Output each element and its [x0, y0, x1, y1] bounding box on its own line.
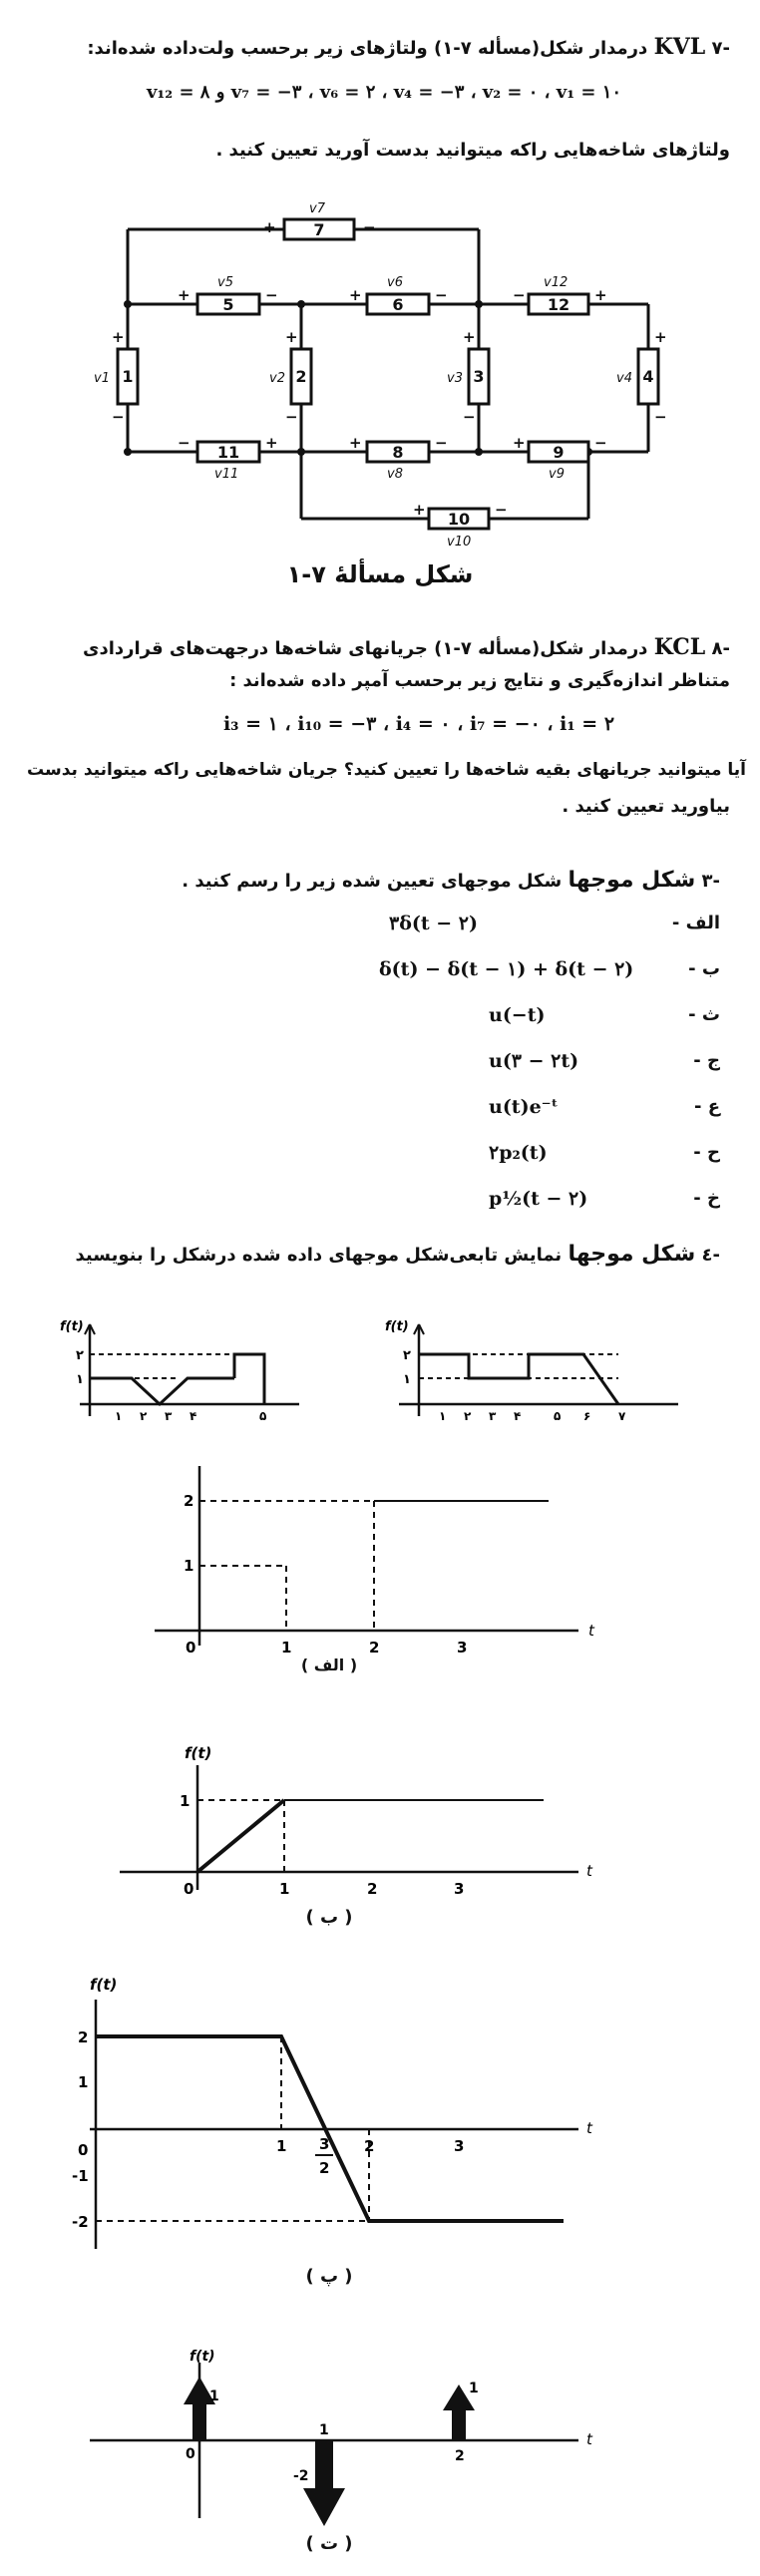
x-tick: ۵: [259, 1409, 267, 1423]
impulse-label: 1: [209, 2389, 219, 2404]
element-3: 3: [473, 367, 485, 386]
item-expression: δ(t) − δ(t − ۱) + δ(t − ۲): [379, 958, 634, 980]
x-tick: ۶: [583, 1409, 591, 1423]
x-tick: 2: [369, 1639, 380, 1656]
problem3-number: -۳: [701, 871, 720, 892]
x-tick: 0: [184, 1880, 194, 1898]
item-expression: u(t)e⁻ᵗ: [489, 1096, 559, 1118]
t-label: t: [586, 1862, 592, 1880]
minus-sign: −: [178, 434, 190, 452]
minus-sign: −: [495, 501, 508, 519]
label-v6: v6: [387, 275, 403, 290]
label-v9: v9: [549, 467, 565, 482]
problem7-text-line1: درمدار شکل(مسأله ۷-۱) ولتاژهای زیر برحسب ولت‌داده شده‌اند:: [87, 38, 648, 59]
problem4-number: -٤: [701, 1245, 720, 1266]
minus-sign: −: [435, 286, 448, 304]
problem7-text-line2: ولتاژهای شاخه‌هایی راکه میتوانید بدست آورید تعیین کنید .: [215, 140, 730, 161]
element-1: 1: [122, 367, 134, 386]
problem8-text-line4: بیاورید تعیین کنید .: [562, 796, 730, 817]
x-tick: 3: [454, 1880, 465, 1898]
label-v7: v7: [309, 201, 325, 216]
caption-b: ( ب ): [305, 1907, 353, 1928]
element-4: 4: [642, 367, 654, 386]
plus-sign: +: [463, 328, 476, 346]
y-tick: 1: [184, 1557, 194, 1575]
problem7-title: KVL: [653, 34, 706, 60]
item-expression: ۲p₂(t): [489, 1142, 548, 1164]
small-ft-label: f(t): [60, 1319, 84, 1334]
y-tick: -2: [72, 2213, 89, 2231]
plus-sign: +: [654, 328, 667, 346]
graph-b: [80, 1740, 618, 1910]
plus-sign: +: [263, 218, 276, 236]
item-label: ج -: [693, 1050, 720, 1071]
y-tick: 2: [78, 2028, 89, 2046]
element-9: 9: [553, 443, 565, 462]
problem4-text: نمایش تابعی‌شکل موجهای داده شده درشکل را بنویسید: [75, 1245, 563, 1266]
item-row: [0, 913, 760, 952]
label-v8: v8: [387, 467, 403, 482]
item-row: [0, 1004, 760, 1044]
minus-sign: −: [654, 408, 667, 426]
element-10: 10: [447, 510, 471, 529]
x-tick: 1: [276, 2137, 287, 2155]
t-label: t: [588, 1622, 594, 1640]
item-expression: ۳δ(t − ۲): [389, 913, 478, 934]
plus-sign: +: [413, 501, 426, 519]
impulse-label: 1: [319, 2422, 329, 2438]
y-tick: 0: [78, 2141, 89, 2159]
minus-sign: −: [435, 434, 448, 452]
y-tick: 1: [180, 1792, 190, 1810]
graph-t: [60, 2349, 618, 2528]
plus-sign: +: [349, 286, 362, 304]
x-tick: ۷: [618, 1409, 626, 1423]
item-expression: p½(t − ۲): [489, 1188, 588, 1210]
element-7: 7: [313, 220, 325, 239]
minus-sign: −: [285, 408, 298, 426]
x-tick: ۵: [554, 1409, 562, 1423]
problem8-equation: i₃ = ۱ ، i₁₀ = −۳ ، i₄ = ۰ ، i₇ = −۰ ، i₁ = ۲: [222, 713, 615, 735]
problem8-text-line3: آیا میتوانید جریانهای بقیه شاخه‌ها را تعیین کنید؟ جریان شاخه‌هایی راکه میتوانید بدست: [26, 760, 746, 780]
y-tick: ۲: [76, 1348, 84, 1363]
graph-a: [100, 1441, 618, 1670]
x-tick: ۳: [489, 1409, 497, 1423]
element-12: 12: [547, 295, 570, 314]
x-tick: ۱: [115, 1409, 123, 1423]
x-tick: 2: [455, 2448, 465, 2464]
x-tick: 0: [186, 2446, 195, 2462]
label-v10: v10: [447, 535, 472, 550]
plus-sign: +: [265, 434, 278, 452]
x-tick: 0: [186, 1639, 196, 1656]
x-tick: 2: [367, 1880, 378, 1898]
item-row: [0, 1096, 760, 1136]
y-tick: ۱: [76, 1372, 84, 1387]
label-v12: v12: [544, 275, 569, 290]
problem3-text: شکل موجهای تعیین شده زیر را رسم کنید .: [182, 871, 563, 892]
problem4-heading: [22, 1242, 720, 1267]
plus-sign: +: [513, 434, 526, 452]
label-v2: v2: [269, 371, 285, 386]
element-8: 8: [392, 443, 404, 462]
graph-p: [60, 1960, 618, 2259]
x-tick: ۱: [439, 1409, 447, 1423]
t-label: t: [586, 2430, 592, 2448]
x-tick: ۴: [514, 1409, 522, 1423]
label-v5: v5: [217, 275, 233, 290]
plus-sign: +: [112, 328, 125, 346]
y-tick: -1: [72, 2167, 89, 2185]
caption-a: ( الف ): [300, 1656, 358, 1674]
x-tick: ۲: [464, 1409, 472, 1423]
plus-sign: +: [349, 434, 362, 452]
problem7-heading: [12, 34, 730, 60]
item-row: [0, 1188, 760, 1228]
item-row: [0, 1050, 760, 1090]
sketch-graph-right: [379, 1316, 698, 1426]
three-half-numerator: 3: [319, 2135, 330, 2153]
problem4-title: شکل موجها: [568, 1242, 696, 1267]
minus-sign: −: [463, 408, 476, 426]
element-5: 5: [222, 295, 234, 314]
minus-sign: −: [112, 408, 125, 426]
plus-sign: +: [594, 286, 607, 304]
item-row: [0, 958, 760, 998]
item-label: ع -: [693, 1096, 720, 1117]
problem8-number: -۸: [711, 638, 730, 659]
x-tick: ۴: [190, 1409, 197, 1423]
y-tick: ۲: [403, 1348, 411, 1363]
problem8-text-line1: درمدار شکل(مسأله ۷-۱) جریانهای شاخه‌ها درجهت‌های قراردادی: [83, 638, 648, 659]
element-11: 11: [216, 443, 240, 462]
impulse-label: -2: [293, 2468, 309, 2484]
element-6: 6: [392, 295, 404, 314]
y-tick: 1: [78, 2073, 89, 2091]
label-v3: v3: [447, 371, 463, 386]
sketch-graph-left: [60, 1316, 309, 1426]
x-tick: 2: [364, 2137, 375, 2155]
item-label: الف -: [671, 913, 720, 933]
item-row: [0, 1142, 760, 1182]
problem7-number: -۷: [711, 38, 730, 59]
caption-t: ( ت ): [305, 2533, 353, 2554]
item-label: ب -: [688, 958, 720, 979]
minus-sign: −: [363, 218, 376, 236]
x-tick: 3: [457, 1639, 468, 1656]
impulse-label: 1: [469, 2381, 479, 2396]
circuit-caption: شکل مسألۀ ۷-۱: [286, 560, 474, 588]
y-tick: 2: [184, 1492, 194, 1510]
problem8-heading: [12, 634, 730, 660]
item-label: ح -: [693, 1142, 720, 1163]
element-2: 2: [295, 367, 307, 386]
problem7-equation: v₁₂ = ۸ و v₇ = −۳ ، v₆ = ۲ ، v₄ = −۳ ، v₂ = ۰ ، v₁ = ۱۰: [146, 82, 622, 103]
x-tick: ۳: [165, 1409, 173, 1423]
item-label: ث -: [688, 1004, 720, 1025]
item-expression: u(۳ − ۲t): [489, 1050, 579, 1072]
plus-sign: +: [178, 286, 190, 304]
x-tick: 3: [454, 2137, 465, 2155]
x-tick: 1: [279, 1880, 290, 1898]
problem3-title: شکل موجها: [568, 868, 696, 893]
small-ft-label: f(t): [385, 1319, 409, 1334]
problem3-heading: [22, 868, 720, 893]
item-label: خ -: [693, 1188, 720, 1209]
minus-sign: −: [265, 286, 278, 304]
label-v11: v11: [214, 467, 239, 482]
ft-label: f(t): [185, 1744, 212, 1762]
x-tick: 1: [281, 1639, 292, 1656]
caption-p: ( پ ): [305, 2266, 353, 2287]
minus-sign: −: [594, 434, 607, 452]
ft-label: f(t): [90, 1976, 118, 1994]
y-tick: ۱: [403, 1372, 411, 1387]
label-v1: v1: [94, 371, 110, 386]
ft-label: f(t): [190, 2349, 215, 2365]
item-expression: u(−t): [489, 1004, 546, 1026]
plus-sign: +: [285, 328, 298, 346]
minus-sign: −: [513, 286, 526, 304]
circuit-diagram: [90, 194, 688, 553]
label-v4: v4: [616, 371, 632, 386]
x-tick: ۲: [140, 1409, 148, 1423]
problem8-title: KCL: [653, 634, 706, 660]
t-label: t: [586, 2119, 592, 2137]
problem8-text-line2: متناظر اندازه‌گیری و نتایج زیر برحسب آمپر داده شده‌اند :: [229, 670, 730, 691]
three-half-denominator: 2: [319, 2159, 330, 2177]
